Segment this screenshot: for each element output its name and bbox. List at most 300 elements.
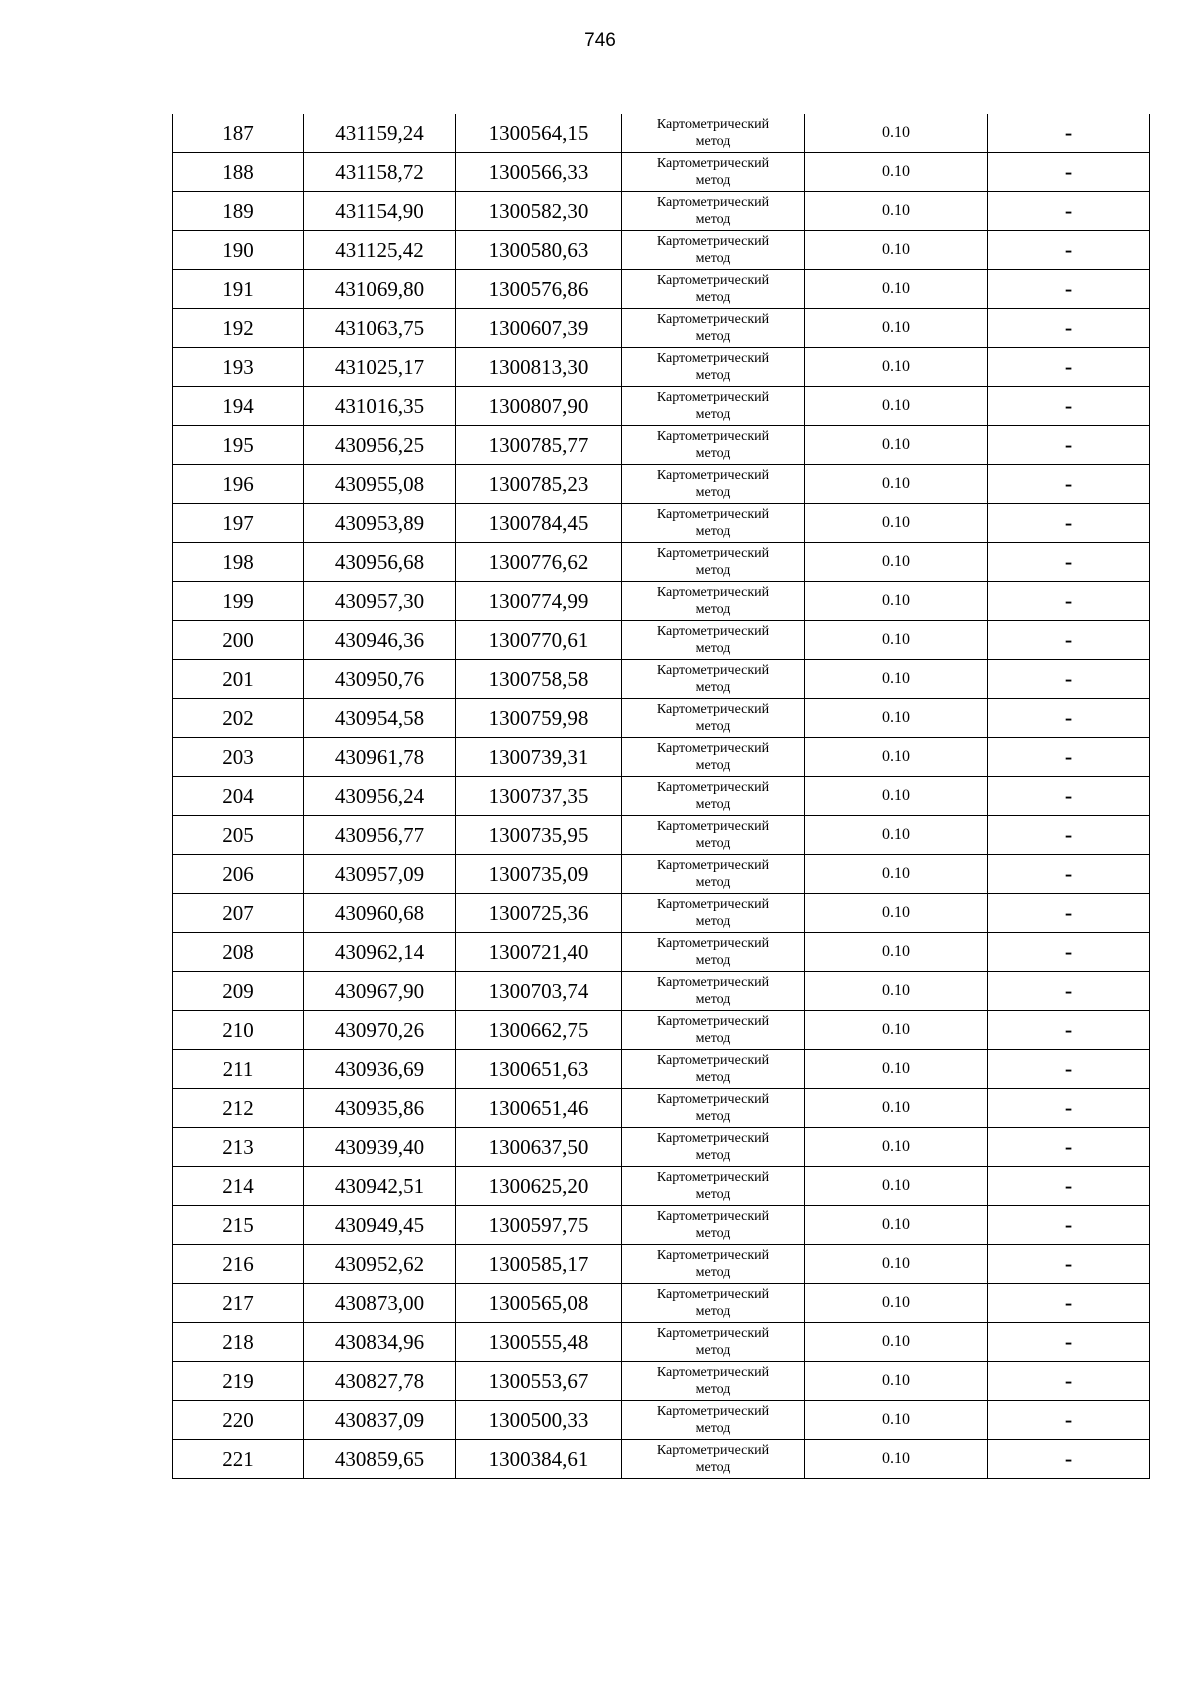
table-row <box>173 270 1150 309</box>
y-coordinate-cell: 1300813,30 <box>456 348 622 387</box>
method-cell <box>622 270 805 309</box>
y-coordinate-cell: 1300662,75 <box>456 1011 622 1050</box>
accuracy-cell: 0.10 <box>805 543 988 582</box>
method-cell <box>622 816 805 855</box>
method-cell <box>622 348 805 387</box>
method-line-2: метод <box>695 836 731 851</box>
method-line-1: Картометрический <box>656 234 770 249</box>
accuracy-cell: 0.10 <box>805 1401 988 1440</box>
accuracy-cell: 0.10 <box>805 309 988 348</box>
method-line-2: метод <box>695 329 731 344</box>
x-coordinate-cell: 431063,75 <box>304 309 456 348</box>
table-row <box>173 153 1150 192</box>
method-line-2: метод <box>695 134 731 149</box>
description-cell: - <box>988 387 1150 426</box>
method-line-2: метод <box>695 1070 731 1085</box>
method-line-1: Картометрический <box>656 819 770 834</box>
point-number-cell: 197 <box>173 504 304 543</box>
description-cell: - <box>988 972 1150 1011</box>
y-coordinate-cell: 1300597,75 <box>456 1206 622 1245</box>
y-coordinate-cell: 1300555,48 <box>456 1323 622 1362</box>
y-coordinate-cell: 1300564,15 <box>456 114 622 153</box>
method-line-2: метод <box>695 485 731 500</box>
method-cell <box>622 738 805 777</box>
method-cell <box>622 1128 805 1167</box>
point-number-cell: 195 <box>173 426 304 465</box>
y-coordinate-cell: 1300500,33 <box>456 1401 622 1440</box>
x-coordinate-cell: 431159,24 <box>304 114 456 153</box>
coordinates-table <box>172 114 1150 1479</box>
x-coordinate-cell: 430936,69 <box>304 1050 456 1089</box>
accuracy-cell: 0.10 <box>805 816 988 855</box>
point-number-cell: 218 <box>173 1323 304 1362</box>
method-cell <box>622 1089 805 1128</box>
table-row <box>173 1284 1150 1323</box>
x-coordinate-cell: 430960,68 <box>304 894 456 933</box>
accuracy-cell: 0.10 <box>805 738 988 777</box>
accuracy-cell: 0.10 <box>805 777 988 816</box>
table-row <box>173 231 1150 270</box>
description-cell: - <box>988 1128 1150 1167</box>
method-line-1: Картометрический <box>656 1014 770 1029</box>
method-line-1: Картометрический <box>656 429 770 444</box>
y-coordinate-cell: 1300785,23 <box>456 465 622 504</box>
y-coordinate-cell: 1300735,09 <box>456 855 622 894</box>
method-line-2: метод <box>695 290 731 305</box>
y-coordinate-cell: 1300566,33 <box>456 153 622 192</box>
method-cell <box>622 1362 805 1401</box>
method-line-2: метод <box>695 719 731 734</box>
method-cell <box>622 1050 805 1089</box>
accuracy-cell: 0.10 <box>805 1440 988 1479</box>
table-row <box>173 621 1150 660</box>
y-coordinate-cell: 1300785,77 <box>456 426 622 465</box>
y-coordinate-cell: 1300703,74 <box>456 972 622 1011</box>
method-line-1: Картометрический <box>656 585 770 600</box>
point-number-cell: 189 <box>173 192 304 231</box>
x-coordinate-cell: 430942,51 <box>304 1167 456 1206</box>
description-cell: - <box>988 816 1150 855</box>
point-number-cell: 193 <box>173 348 304 387</box>
accuracy-cell: 0.10 <box>805 1089 988 1128</box>
accuracy-cell: 0.10 <box>805 660 988 699</box>
point-number-cell: 202 <box>173 699 304 738</box>
method-cell <box>622 1401 805 1440</box>
method-line-1: Картометрический <box>656 702 770 717</box>
accuracy-cell: 0.10 <box>805 933 988 972</box>
y-coordinate-cell: 1300637,50 <box>456 1128 622 1167</box>
table-row <box>173 660 1150 699</box>
description-cell: - <box>988 1323 1150 1362</box>
method-line-1: Картометрический <box>656 663 770 678</box>
x-coordinate-cell: 430827,78 <box>304 1362 456 1401</box>
method-line-2: метод <box>695 407 731 422</box>
x-coordinate-cell: 430939,40 <box>304 1128 456 1167</box>
table-row <box>173 1362 1150 1401</box>
table-row <box>173 699 1150 738</box>
point-number-cell: 219 <box>173 1362 304 1401</box>
y-coordinate-cell: 1300770,61 <box>456 621 622 660</box>
description-cell: - <box>988 1206 1150 1245</box>
method-line-2: метод <box>695 1226 731 1241</box>
y-coordinate-cell: 1300759,98 <box>456 699 622 738</box>
method-line-1: Картометрический <box>656 273 770 288</box>
table-row <box>173 1128 1150 1167</box>
accuracy-cell: 0.10 <box>805 114 988 153</box>
table-row <box>173 543 1150 582</box>
method-line-2: метод <box>695 1421 731 1436</box>
table-row <box>173 777 1150 816</box>
method-line-2: метод <box>695 368 731 383</box>
accuracy-cell: 0.10 <box>805 1323 988 1362</box>
accuracy-cell: 0.10 <box>805 1050 988 1089</box>
accuracy-cell: 0.10 <box>805 348 988 387</box>
table-row <box>173 309 1150 348</box>
method-cell <box>622 192 805 231</box>
method-line-2: метод <box>695 875 731 890</box>
description-cell: - <box>988 543 1150 582</box>
x-coordinate-cell: 430957,30 <box>304 582 456 621</box>
accuracy-cell: 0.10 <box>805 1206 988 1245</box>
point-number-cell: 204 <box>173 777 304 816</box>
method-cell <box>622 543 805 582</box>
method-line-2: метод <box>695 1460 731 1475</box>
method-line-1: Картометрический <box>656 351 770 366</box>
description-cell: - <box>988 1401 1150 1440</box>
table-row <box>173 816 1150 855</box>
method-cell <box>622 426 805 465</box>
y-coordinate-cell: 1300721,40 <box>456 933 622 972</box>
method-line-2: метод <box>695 641 731 656</box>
y-coordinate-cell: 1300784,45 <box>456 504 622 543</box>
x-coordinate-cell: 430952,62 <box>304 1245 456 1284</box>
y-coordinate-cell: 1300739,31 <box>456 738 622 777</box>
accuracy-cell: 0.10 <box>805 621 988 660</box>
table-row <box>173 972 1150 1011</box>
method-line-1: Картометрический <box>656 156 770 171</box>
table-row <box>173 933 1150 972</box>
x-coordinate-cell: 430956,77 <box>304 816 456 855</box>
point-number-cell: 194 <box>173 387 304 426</box>
x-coordinate-cell: 431016,35 <box>304 387 456 426</box>
method-line-1: Картометрический <box>656 1248 770 1263</box>
accuracy-cell: 0.10 <box>805 270 988 309</box>
method-cell <box>622 1440 805 1479</box>
description-cell: - <box>988 1440 1150 1479</box>
method-cell <box>622 777 805 816</box>
accuracy-cell: 0.10 <box>805 894 988 933</box>
description-cell: - <box>988 1011 1150 1050</box>
description-cell: - <box>988 1167 1150 1206</box>
method-line-2: метод <box>695 1304 731 1319</box>
method-cell <box>622 1245 805 1284</box>
description-cell: - <box>988 621 1150 660</box>
description-cell: - <box>988 504 1150 543</box>
method-cell <box>622 114 805 153</box>
point-number-cell: 209 <box>173 972 304 1011</box>
method-line-1: Картометрический <box>656 195 770 210</box>
accuracy-cell: 0.10 <box>805 582 988 621</box>
method-cell <box>622 1206 805 1245</box>
method-line-2: метод <box>695 212 731 227</box>
coordinates-table-body <box>173 114 1150 1479</box>
method-line-1: Картометрический <box>656 1443 770 1458</box>
page-number: 746 <box>584 30 616 51</box>
point-number-cell: 188 <box>173 153 304 192</box>
point-number-cell: 190 <box>173 231 304 270</box>
method-line-2: метод <box>695 953 731 968</box>
point-number-cell: 212 <box>173 1089 304 1128</box>
method-line-1: Картометрический <box>656 858 770 873</box>
method-cell <box>622 1167 805 1206</box>
method-cell <box>622 1011 805 1050</box>
description-cell: - <box>988 933 1150 972</box>
description-cell: - <box>988 855 1150 894</box>
description-cell: - <box>988 231 1150 270</box>
method-line-2: метод <box>695 1187 731 1202</box>
table-row <box>173 1440 1150 1479</box>
method-line-1: Картометрический <box>656 312 770 327</box>
y-coordinate-cell: 1300758,58 <box>456 660 622 699</box>
method-line-2: метод <box>695 524 731 539</box>
description-cell: - <box>988 660 1150 699</box>
method-cell <box>622 1323 805 1362</box>
method-cell <box>622 933 805 972</box>
y-coordinate-cell: 1300807,90 <box>456 387 622 426</box>
accuracy-cell: 0.10 <box>805 1011 988 1050</box>
method-line-1: Картометрический <box>656 507 770 522</box>
method-line-1: Картометрический <box>656 1131 770 1146</box>
x-coordinate-cell: 430956,24 <box>304 777 456 816</box>
accuracy-cell: 0.10 <box>805 1245 988 1284</box>
method-cell <box>622 855 805 894</box>
accuracy-cell: 0.10 <box>805 231 988 270</box>
method-cell <box>622 972 805 1011</box>
x-coordinate-cell: 430954,58 <box>304 699 456 738</box>
point-number-cell: 200 <box>173 621 304 660</box>
description-cell: - <box>988 270 1150 309</box>
method-line-1: Картометрический <box>656 1209 770 1224</box>
method-cell <box>622 387 805 426</box>
table-row <box>173 894 1150 933</box>
point-number-cell: 192 <box>173 309 304 348</box>
accuracy-cell: 0.10 <box>805 699 988 738</box>
x-coordinate-cell: 431125,42 <box>304 231 456 270</box>
method-cell <box>622 660 805 699</box>
y-coordinate-cell: 1300565,08 <box>456 1284 622 1323</box>
method-line-2: метод <box>695 1265 731 1280</box>
point-number-cell: 220 <box>173 1401 304 1440</box>
table-row <box>173 426 1150 465</box>
table-row <box>173 348 1150 387</box>
point-number-cell: 203 <box>173 738 304 777</box>
method-line-2: метод <box>695 1109 731 1124</box>
method-line-2: метод <box>695 758 731 773</box>
description-cell: - <box>988 1284 1150 1323</box>
x-coordinate-cell: 431158,72 <box>304 153 456 192</box>
table-row <box>173 738 1150 777</box>
method-line-1: Картометрический <box>656 468 770 483</box>
x-coordinate-cell: 431069,80 <box>304 270 456 309</box>
point-number-cell: 215 <box>173 1206 304 1245</box>
table-row <box>173 1089 1150 1128</box>
description-cell: - <box>988 894 1150 933</box>
x-coordinate-cell: 431025,17 <box>304 348 456 387</box>
x-coordinate-cell: 430953,89 <box>304 504 456 543</box>
x-coordinate-cell: 430946,36 <box>304 621 456 660</box>
method-cell <box>622 1284 805 1323</box>
method-line-1: Картометрический <box>656 1326 770 1341</box>
method-cell <box>622 699 805 738</box>
accuracy-cell: 0.10 <box>805 1284 988 1323</box>
y-coordinate-cell: 1300776,62 <box>456 543 622 582</box>
description-cell: - <box>988 465 1150 504</box>
table-row <box>173 504 1150 543</box>
description-cell: - <box>988 1245 1150 1284</box>
x-coordinate-cell: 430859,65 <box>304 1440 456 1479</box>
method-line-2: метод <box>695 1382 731 1397</box>
point-number-cell: 198 <box>173 543 304 582</box>
table-row <box>173 1206 1150 1245</box>
accuracy-cell: 0.10 <box>805 972 988 1011</box>
accuracy-cell: 0.10 <box>805 1167 988 1206</box>
description-cell: - <box>988 699 1150 738</box>
x-coordinate-cell: 430967,90 <box>304 972 456 1011</box>
method-line-2: метод <box>695 914 731 929</box>
method-line-1: Картометрический <box>656 975 770 990</box>
table-row <box>173 387 1150 426</box>
point-number-cell: 205 <box>173 816 304 855</box>
method-line-2: метод <box>695 446 731 461</box>
accuracy-cell: 0.10 <box>805 426 988 465</box>
x-coordinate-cell: 430955,08 <box>304 465 456 504</box>
y-coordinate-cell: 1300725,36 <box>456 894 622 933</box>
method-line-1: Картометрический <box>656 117 770 132</box>
method-line-2: метод <box>695 680 731 695</box>
x-coordinate-cell: 430837,09 <box>304 1401 456 1440</box>
method-line-1: Картометрический <box>656 1170 770 1185</box>
x-coordinate-cell: 430873,00 <box>304 1284 456 1323</box>
point-number-cell: 206 <box>173 855 304 894</box>
y-coordinate-cell: 1300582,30 <box>456 192 622 231</box>
method-line-2: метод <box>695 1343 731 1358</box>
method-line-2: метод <box>695 992 731 1007</box>
accuracy-cell: 0.10 <box>805 387 988 426</box>
table-row <box>173 1245 1150 1284</box>
description-cell: - <box>988 309 1150 348</box>
table-row <box>173 192 1150 231</box>
method-line-1: Картометрический <box>656 1404 770 1419</box>
table-row <box>173 114 1150 153</box>
y-coordinate-cell: 1300774,99 <box>456 582 622 621</box>
method-cell <box>622 309 805 348</box>
description-cell: - <box>988 1050 1150 1089</box>
point-number-cell: 211 <box>173 1050 304 1089</box>
x-coordinate-cell: 430956,25 <box>304 426 456 465</box>
description-cell: - <box>988 426 1150 465</box>
method-line-2: метод <box>695 563 731 578</box>
x-coordinate-cell: 430935,86 <box>304 1089 456 1128</box>
point-number-cell: 208 <box>173 933 304 972</box>
method-line-2: метод <box>695 797 731 812</box>
x-coordinate-cell: 431154,90 <box>304 192 456 231</box>
method-cell <box>622 504 805 543</box>
table-row <box>173 1050 1150 1089</box>
method-cell <box>622 621 805 660</box>
y-coordinate-cell: 1300553,67 <box>456 1362 622 1401</box>
y-coordinate-cell: 1300576,86 <box>456 270 622 309</box>
table-row <box>173 855 1150 894</box>
method-line-2: метод <box>695 602 731 617</box>
table-row <box>173 465 1150 504</box>
x-coordinate-cell: 430970,26 <box>304 1011 456 1050</box>
method-line-1: Картометрический <box>656 1365 770 1380</box>
description-cell: - <box>988 1362 1150 1401</box>
method-line-1: Картометрический <box>656 897 770 912</box>
y-coordinate-cell: 1300651,46 <box>456 1089 622 1128</box>
method-line-2: метод <box>695 173 731 188</box>
y-coordinate-cell: 1300384,61 <box>456 1440 622 1479</box>
point-number-cell: 217 <box>173 1284 304 1323</box>
description-cell: - <box>988 348 1150 387</box>
x-coordinate-cell: 430950,76 <box>304 660 456 699</box>
y-coordinate-cell: 1300735,95 <box>456 816 622 855</box>
accuracy-cell: 0.10 <box>805 1362 988 1401</box>
x-coordinate-cell: 430961,78 <box>304 738 456 777</box>
method-cell <box>622 153 805 192</box>
method-cell <box>622 231 805 270</box>
method-line-1: Картометрический <box>656 624 770 639</box>
method-line-1: Картометрический <box>656 1287 770 1302</box>
description-cell: - <box>988 1089 1150 1128</box>
y-coordinate-cell: 1300625,20 <box>456 1167 622 1206</box>
point-number-cell: 201 <box>173 660 304 699</box>
method-cell <box>622 465 805 504</box>
description-cell: - <box>988 738 1150 777</box>
description-cell: - <box>988 777 1150 816</box>
method-line-2: метод <box>695 1148 731 1163</box>
point-number-cell: 207 <box>173 894 304 933</box>
point-number-cell: 221 <box>173 1440 304 1479</box>
method-line-1: Картометрический <box>656 546 770 561</box>
accuracy-cell: 0.10 <box>805 855 988 894</box>
table-row <box>173 1323 1150 1362</box>
method-cell <box>622 582 805 621</box>
accuracy-cell: 0.10 <box>805 465 988 504</box>
point-number-cell: 199 <box>173 582 304 621</box>
accuracy-cell: 0.10 <box>805 192 988 231</box>
method-line-1: Картометрический <box>656 390 770 405</box>
x-coordinate-cell: 430949,45 <box>304 1206 456 1245</box>
table-row <box>173 582 1150 621</box>
point-number-cell: 191 <box>173 270 304 309</box>
x-coordinate-cell: 430956,68 <box>304 543 456 582</box>
y-coordinate-cell: 1300607,39 <box>456 309 622 348</box>
description-cell: - <box>988 192 1150 231</box>
x-coordinate-cell: 430957,09 <box>304 855 456 894</box>
point-number-cell: 210 <box>173 1011 304 1050</box>
method-line-1: Картометрический <box>656 780 770 795</box>
x-coordinate-cell: 430834,96 <box>304 1323 456 1362</box>
method-line-2: метод <box>695 251 731 266</box>
point-number-cell: 214 <box>173 1167 304 1206</box>
description-cell: - <box>988 114 1150 153</box>
accuracy-cell: 0.10 <box>805 504 988 543</box>
point-number-cell: 187 <box>173 114 304 153</box>
method-cell <box>622 894 805 933</box>
point-number-cell: 216 <box>173 1245 304 1284</box>
method-line-1: Картометрический <box>656 741 770 756</box>
